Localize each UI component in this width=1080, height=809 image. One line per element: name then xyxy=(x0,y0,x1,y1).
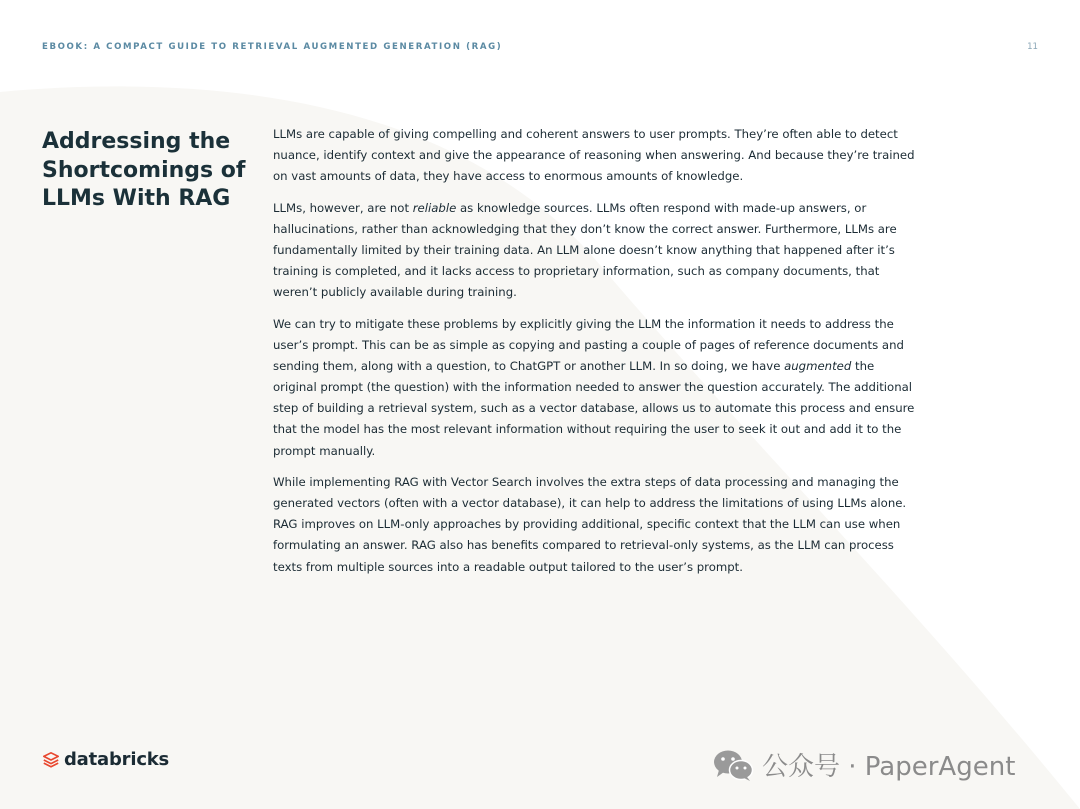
watermark-text: 公众号 · PaperAgent xyxy=(762,752,1016,782)
page-number: 11 xyxy=(1027,42,1038,52)
databricks-icon xyxy=(42,751,60,769)
wechat-watermark xyxy=(712,746,1015,783)
paragraph-2-part-a: LLMs, however, are not xyxy=(273,200,413,215)
paragraph-3-part-a: We can try to mitigate these problems by explicitly giving the LLM the information it needs to address the user’s prompt. This can be as simple as copying and pasting a couple of pages of reference documents and sending them, along with a question, to ChatGPT or another LLM. In so doing, we have xyxy=(273,316,904,374)
paragraph-3-part-b: the original prompt (the question) with the information needed to answer the question accurately. The additional step of building a retrieval system, such as a vector database, allows us to automate this process and ensure that the model has the most relevant information without requiring the user to seek it out and add it to the prompt manually. xyxy=(273,359,915,458)
databricks-logo xyxy=(42,749,169,770)
paragraph-3 xyxy=(273,314,918,462)
paragraph-2-part-b: as knowledge sources. LLMs often respond with made-up answers, or hallucinations, rather than acknowledging that they don’t know the correct answer. Furthermore, LLMs are fundamentally limited by their training data. An LLM alone doesn’t know anything that happened after it’s training is completed, and it lacks access to proprietary information, such as company documents, that weren’t publicly available during training. xyxy=(273,200,897,300)
emphasis-reliable: reliable xyxy=(412,200,457,215)
paragraph-1: LLMs are capable of giving compelling and coherent answers to user prompts. They’re often able to detect nuance, identify context and give the appearance of reasoning when answering. And because they’re trained on vast amounts of data, they have access to enormous amounts of knowledge. xyxy=(273,127,915,184)
page-title: Addressing the Shortcomings of LLMs With RAG xyxy=(42,129,246,211)
paragraph-2 xyxy=(273,198,918,303)
databricks-logo-text: databricks xyxy=(64,749,170,770)
emphasis-augmented: augmented xyxy=(784,359,852,374)
body-text xyxy=(273,124,918,588)
ebook-header: EBOOK: A COMPACT GUIDE TO RETRIEVAL AUGMENTED GENERATION (RAG) xyxy=(42,42,503,52)
paragraph-4: While implementing RAG with Vector Search involves the extra steps of data processing and managing the generated vectors (often with a vector database), it can help to address the limitations of using LLMs alone. RAG improves on LLM-only approaches by providing additional, specific context that the LLM can use when formulating an answer. RAG also has benefits compared to retrieval-only systems, as the LLM can process texts from multiple sources into a readable output tailored to the user’s prompt. xyxy=(273,475,907,574)
wechat-icon xyxy=(712,748,754,782)
